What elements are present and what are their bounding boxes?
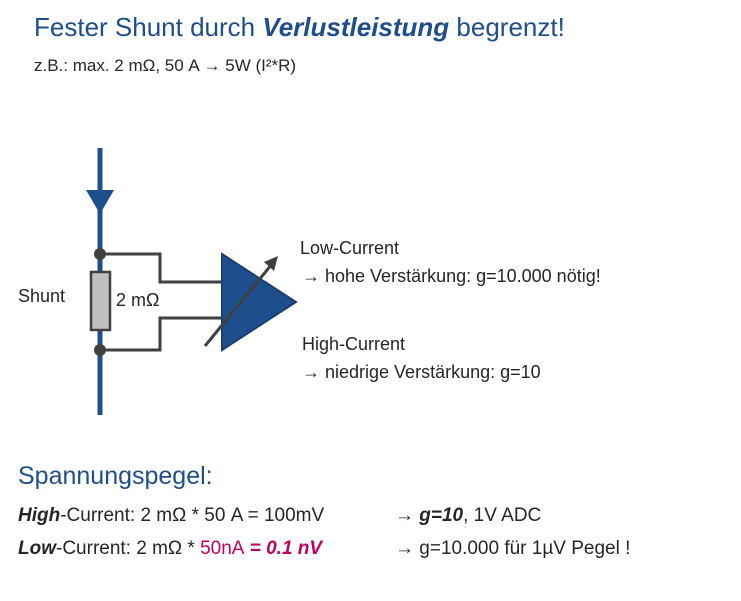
title-prefix: Fester Shunt durch	[34, 12, 263, 42]
low-voltage-result: = 0.1 nV	[244, 538, 323, 559]
title-emphasis: Verlustleistung	[262, 12, 450, 42]
high-current-result	[395, 505, 541, 527]
low-label: Low	[18, 538, 56, 559]
resistor-value-label: 2 mΩ	[116, 290, 160, 310]
high-label: High	[18, 505, 61, 526]
amplifier-icon	[222, 254, 296, 350]
high-adc: , 1V ADC	[463, 505, 542, 526]
low-current-result: → g=10.000 für 1µV Pegel !	[395, 538, 631, 559]
high-arrow: →	[395, 505, 420, 526]
low-current-note: → hohe Verstärkung: g=10.000 nötig!	[302, 266, 601, 286]
low-formula: -Current: 2 mΩ *	[56, 538, 201, 559]
shunt-label: Shunt	[18, 286, 66, 306]
high-gain: g=10	[419, 505, 464, 526]
title-suffix: begrenzt!	[449, 12, 565, 42]
low-current-heading: Low-Current	[300, 238, 400, 258]
high-formula: -Current: 2 mΩ * 50 A = 100mV	[60, 505, 325, 526]
low-current-value: 50nA	[200, 538, 245, 559]
shunt-resistor	[91, 272, 110, 330]
high-current-calculation	[18, 505, 324, 527]
current-direction-arrow-icon	[86, 190, 114, 214]
variable-gain-arrowhead-icon	[264, 256, 278, 271]
low-current-calculation	[18, 538, 322, 560]
high-current-note: → niedrige Verstärkung: g=10	[302, 362, 541, 382]
lead-top	[100, 254, 224, 282]
high-current-heading: High-Current	[302, 334, 406, 354]
example-line: z.B.: max. 2 mΩ, 50 A → 5W (I²*R)	[34, 56, 297, 75]
voltage-level-heading: Spannungspegel:	[18, 462, 213, 490]
